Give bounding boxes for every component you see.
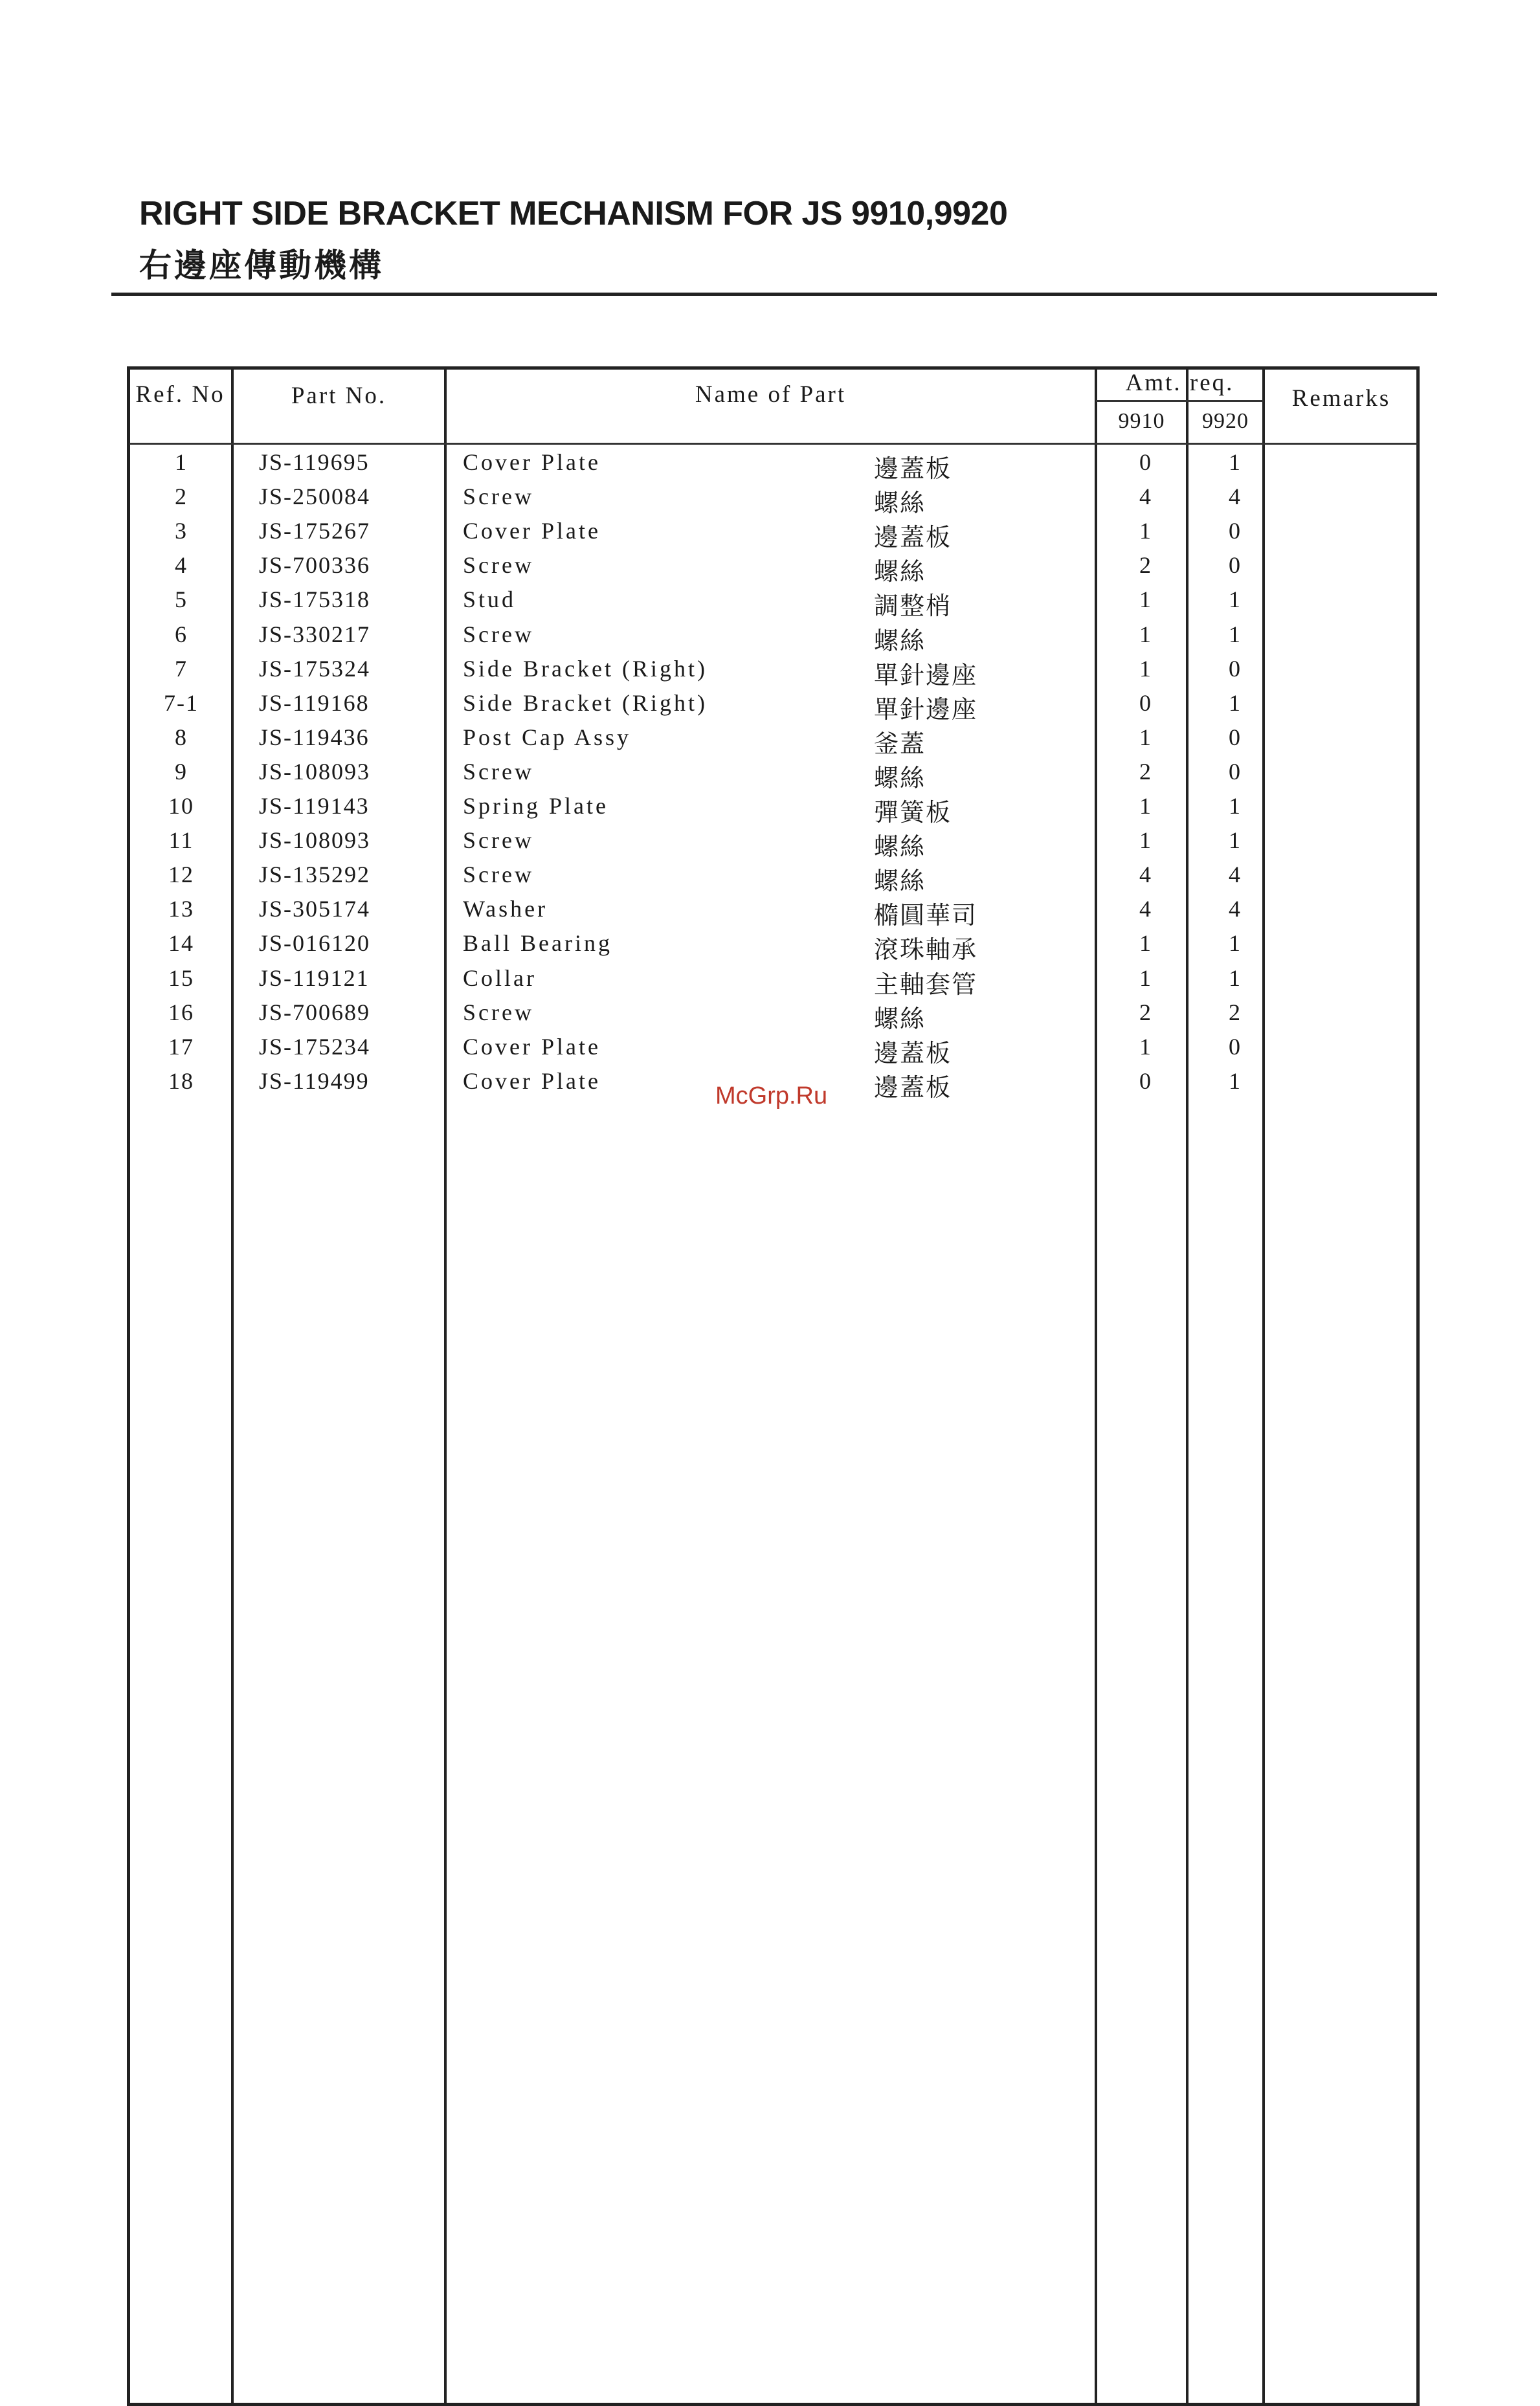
part-name-chinese: 螺絲 (874, 627, 926, 655)
part-no: JS-119695 (259, 449, 370, 475)
page-title-chinese: 右邊座傳動機構 (139, 247, 384, 284)
ref-no: 5 (175, 586, 188, 612)
amt-9920: 4 (1229, 862, 1242, 887)
part-no: JS-175267 (259, 518, 371, 544)
part-no: JS-175318 (259, 586, 371, 612)
part-name: Collar (463, 965, 537, 991)
part-no: JS-305174 (259, 896, 371, 922)
part-name: Screw (463, 999, 534, 1025)
part-name: Screw (463, 552, 534, 578)
header-remarks: Remarks (1291, 385, 1391, 412)
watermark: McGrp.Ru (715, 1082, 828, 1109)
amt-9920: 1 (1229, 586, 1242, 612)
part-name-chinese: 單針邊座 (874, 661, 978, 689)
part-name-chinese: 螺絲 (874, 557, 926, 586)
header-name-of-part: Name of Part (695, 381, 847, 408)
title-rule (111, 293, 1437, 296)
amt-9920: 0 (1229, 552, 1242, 578)
amt-9910: 1 (1139, 930, 1152, 956)
ref-no: 6 (175, 621, 188, 647)
amt-9910: 2 (1139, 999, 1152, 1025)
part-name-chinese: 調整梢 (874, 592, 952, 620)
amt-9910: 4 (1139, 862, 1152, 887)
part-no: JS-700689 (259, 999, 371, 1025)
part-name-chinese: 滾珠軸承 (874, 935, 978, 964)
amt-9910: 1 (1139, 586, 1152, 612)
amt-9920: 2 (1229, 999, 1242, 1025)
ref-no: 3 (175, 518, 188, 544)
ref-no: 2 (175, 484, 188, 509)
part-no: JS-119143 (259, 793, 370, 819)
ref-no: 12 (168, 862, 194, 887)
amt-9910: 4 (1139, 484, 1152, 509)
part-name: Side Bracket (Right) (463, 656, 708, 682)
header-rule (129, 443, 1418, 445)
part-no: JS-135292 (259, 862, 371, 887)
amt-9910: 0 (1139, 1068, 1152, 1094)
ref-no: 18 (168, 1068, 194, 1094)
part-name: Side Bracket (Right) (463, 690, 708, 716)
ref-no: 15 (168, 965, 194, 991)
header-amt-req: Amt. req. (1125, 370, 1234, 396)
amt-9910: 1 (1139, 724, 1152, 750)
part-name: Screw (463, 759, 534, 785)
part-no: JS-175324 (259, 656, 371, 682)
amt-9920: 0 (1229, 1034, 1242, 1060)
amt-9910: 1 (1139, 793, 1152, 819)
amt-9920: 1 (1229, 827, 1242, 853)
amt-9910: 2 (1139, 552, 1152, 578)
part-name: Screw (463, 862, 534, 887)
part-no: JS-330217 (259, 621, 371, 647)
amt-9920: 1 (1229, 690, 1242, 716)
part-no: JS-175234 (259, 1034, 371, 1060)
amt-9920: 1 (1229, 965, 1242, 991)
part-name-chinese: 橢圓華司 (874, 901, 978, 930)
amt-9910: 1 (1139, 827, 1152, 853)
ref-no: 17 (168, 1034, 194, 1060)
ref-no: 8 (175, 724, 188, 750)
ref-no: 10 (168, 793, 194, 819)
page-title: RIGHT SIDE BRACKET MECHANISM FOR JS 9910,9920 (139, 195, 1008, 232)
divider-ref-part (231, 366, 234, 2406)
part-name: Post Cap Assy (463, 724, 632, 750)
amt-9920: 0 (1229, 518, 1242, 544)
ref-no: 1 (175, 449, 188, 475)
part-name-chinese: 螺絲 (874, 764, 926, 792)
part-name-chinese: 邊蓋板 (874, 523, 952, 551)
part-no: JS-119436 (259, 724, 370, 750)
part-name-chinese: 釜蓋 (874, 730, 926, 758)
part-no: JS-119168 (259, 690, 370, 716)
part-name: Cover Plate (463, 1034, 601, 1060)
ref-no: 11 (168, 827, 194, 853)
ref-no: 9 (175, 759, 188, 785)
ref-no: 14 (168, 930, 194, 956)
part-name-chinese: 主軸套管 (874, 970, 978, 999)
part-no: JS-016120 (259, 930, 371, 956)
part-name: Screw (463, 484, 534, 509)
amt-9920: 0 (1229, 724, 1242, 750)
ref-no: 7-1 (164, 690, 199, 716)
amt-9920: 1 (1229, 930, 1242, 956)
part-name: Washer (463, 896, 548, 922)
amt-9920: 1 (1229, 621, 1242, 647)
divider-part-name (444, 366, 447, 2406)
ref-no: 4 (175, 552, 188, 578)
amt-9910: 1 (1139, 621, 1152, 647)
amt-9920: 0 (1229, 656, 1242, 682)
amt-9910: 0 (1139, 690, 1152, 716)
part-no: JS-119121 (259, 965, 370, 991)
part-no: JS-119499 (259, 1068, 370, 1094)
part-name: Cover Plate (463, 1068, 601, 1094)
part-name-chinese: 螺絲 (874, 489, 926, 517)
amt-subheader-rule (1096, 400, 1264, 402)
ref-no: 16 (168, 999, 194, 1025)
part-name-chinese: 螺絲 (874, 832, 926, 861)
header-ref-no: Ref. No (135, 381, 225, 408)
amt-9910: 1 (1139, 1034, 1152, 1060)
header-part-no: Part No. (291, 383, 387, 409)
part-name: Ball Bearing (463, 930, 612, 956)
part-name: Screw (463, 827, 534, 853)
part-name-chinese: 邊蓋板 (874, 1073, 952, 1102)
ref-no: 13 (168, 896, 194, 922)
amt-9910: 4 (1139, 896, 1152, 922)
amt-9920: 1 (1229, 449, 1242, 475)
part-name-chinese: 單針邊座 (874, 695, 978, 724)
part-name: Cover Plate (463, 449, 601, 475)
part-no: JS-108093 (259, 759, 371, 785)
divider-name-amt (1095, 366, 1097, 2406)
amt-9920: 4 (1229, 896, 1242, 922)
part-name-chinese: 螺絲 (874, 867, 926, 895)
amt-9920: 0 (1229, 759, 1242, 785)
header-model-9910: 9910 (1118, 409, 1165, 433)
part-name: Stud (463, 586, 517, 612)
part-name: Cover Plate (463, 518, 601, 544)
amt-9910: 1 (1139, 518, 1152, 544)
amt-9910: 1 (1139, 656, 1152, 682)
amt-9920: 1 (1229, 1068, 1242, 1094)
part-no: JS-108093 (259, 827, 371, 853)
part-name: Screw (463, 621, 534, 647)
part-name-chinese: 螺絲 (874, 1005, 926, 1033)
header-model-9920: 9920 (1202, 409, 1249, 433)
part-name: Spring Plate (463, 793, 608, 819)
part-name-chinese: 彈簧板 (874, 798, 952, 827)
amt-9910: 1 (1139, 965, 1152, 991)
ref-no: 7 (175, 656, 188, 682)
amt-9910: 2 (1139, 759, 1152, 785)
amt-9910: 0 (1139, 449, 1152, 475)
amt-9920: 1 (1229, 793, 1242, 819)
part-no: JS-700336 (259, 552, 371, 578)
amt-9920: 4 (1229, 484, 1242, 509)
part-name-chinese: 邊蓋板 (874, 454, 952, 483)
part-name-chinese: 邊蓋板 (874, 1039, 952, 1067)
part-no: JS-250084 (259, 484, 371, 509)
